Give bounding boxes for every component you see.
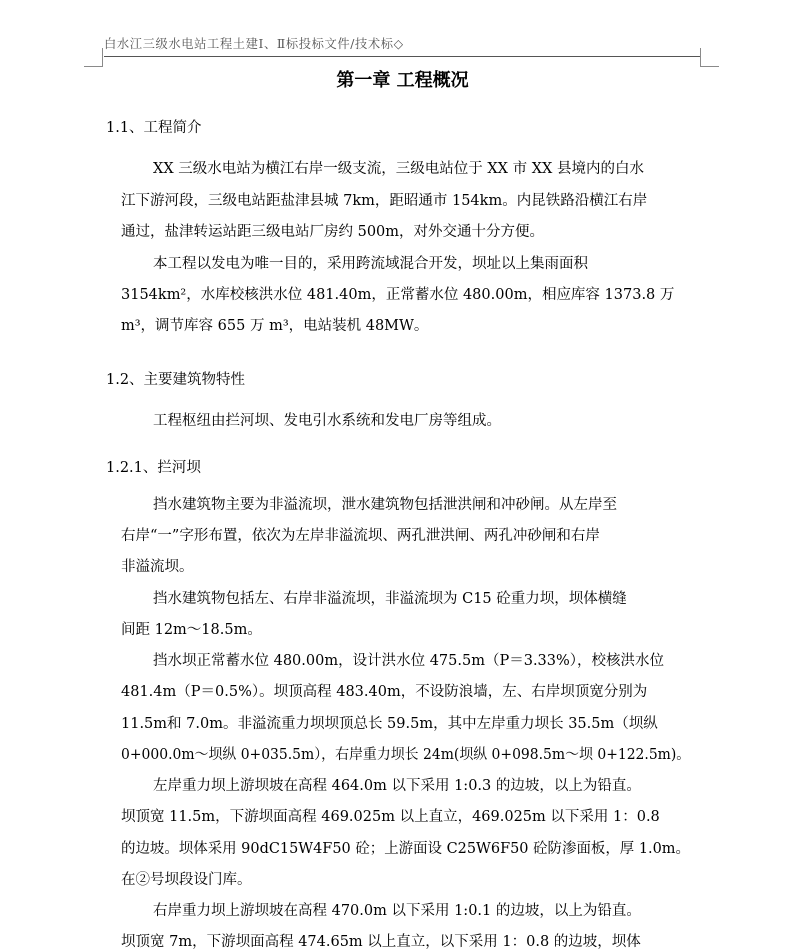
section-heading-1-1: 1.1、工程简介 bbox=[106, 120, 202, 136]
body-line: m³，调节库容 655 万 m³，电站装机 48MW。 bbox=[121, 318, 429, 334]
body-line: 非溢流坝。 bbox=[121, 559, 194, 575]
crop-mark-left bbox=[84, 48, 103, 67]
body-line: 在②号坝段设门库。 bbox=[121, 872, 252, 888]
body-line: 0+000.0m～坝纵 0+035.5m），右岸重力坝长 24m(坝纵 0+098.5m～坝 0+122.5m)。 bbox=[121, 747, 691, 763]
body-line: 右岸重力坝上游坝坡在高程 470.0m 以下采用 1:0.1 的边坡，以上为铅直。 bbox=[153, 903, 641, 919]
body-line: 的边坡。坝体采用 90dC15W4F50 砼；上游面设 C25W6F50 砼防渗面板，厚 1.0m。 bbox=[121, 841, 690, 857]
body-line: 通过，盐津转运站距三级电站厂房约 500m，对外交通十分方便。 bbox=[121, 224, 545, 240]
header-rule bbox=[104, 56, 700, 57]
body-line: 3154km²，水库校核洪水位 481.40m，正常蓄水位 480.00m，相应库容 1373.8 万 bbox=[121, 287, 675, 303]
body-line: 挡水建筑物包括左、右岸非溢流坝，非溢流坝为 C15 砼重力坝，坝体横缝 bbox=[153, 591, 627, 607]
body-line: 右岸“一”字形布置，依次为左岸非溢流坝、两孔泄洪闸、两孔冲砂闸和右岸 bbox=[121, 528, 600, 544]
body-line: 工程枢纽由拦河坝、发电引水系统和发电厂房等组成。 bbox=[153, 413, 501, 429]
body-line: 坝顶宽 11.5m，下游坝面高程 469.025m 以上直立，469.025m 以下采用 1：0.8 bbox=[121, 809, 660, 825]
body-line: 挡水坝正常蓄水位 480.00m，设计洪水位 475.5m（P＝3.33%），校核洪水位 bbox=[153, 653, 665, 669]
body-line: 本工程以发电为唯一目的，采用跨流域混合开发，坝址以上集雨面积 bbox=[153, 256, 588, 272]
body-line: 481.4m（P＝0.5%）。坝顶高程 483.40m，不设防浪墙，左、右岸坝顶宽分别为 bbox=[121, 684, 648, 700]
chapter-title: 第一章 工程概况 bbox=[336, 70, 469, 91]
section-heading-1-2-1: 1.2.1、拦河坝 bbox=[106, 460, 201, 476]
page-header: 白水江三级水电站工程土建Ⅰ、Ⅱ标投标文件/技术标◇ bbox=[104, 36, 404, 51]
body-line: 江下游河段，三级电站距盐津县城 7km，距昭通市 154km。内昆铁路沿横江右岸 bbox=[121, 193, 648, 209]
body-line: 左岸重力坝上游坝坡在高程 464.0m 以下采用 1:0.3 的边坡，以上为铅直。 bbox=[153, 778, 641, 794]
body-line: 间距 12m～18.5m。 bbox=[121, 622, 262, 638]
body-line: 坝顶宽 7m，下游坝面高程 474.65m 以上直立，以下采用 1：0.8 的边坡，坝体 bbox=[121, 934, 641, 950]
body-line: XX 三级水电站为横江右岸一级支流，三级电站位于 XX 市 XX 县境内的白水 bbox=[153, 161, 644, 177]
body-line: 挡水建筑物主要为非溢流坝，泄水建筑物包括泄洪闸和冲砂闸。从左岸至 bbox=[153, 497, 617, 513]
section-heading-1-2: 1.2、主要建筑物特性 bbox=[106, 372, 246, 388]
body-line: 11.5m和 7.0m。非溢流重力坝坝顶总长 59.5m，其中左岸重力坝长 35.5m（坝纵 bbox=[121, 716, 658, 732]
crop-mark-right bbox=[700, 48, 719, 67]
